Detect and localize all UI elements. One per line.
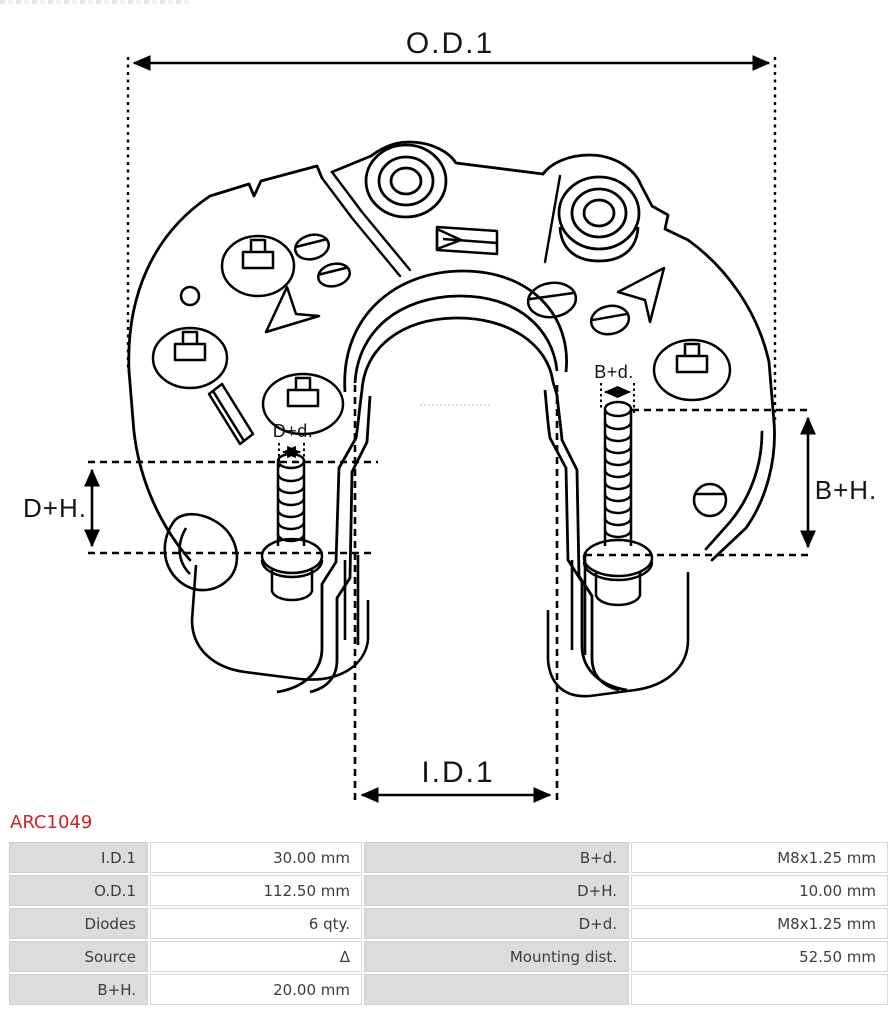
- spec-value: [631, 974, 888, 1005]
- plate-features: [153, 227, 730, 516]
- spec-value: 52.50 mm: [631, 941, 888, 972]
- spec-value: 6 qty.: [150, 908, 362, 939]
- spec-label: I.D.1: [9, 842, 148, 873]
- spec-label: O.D.1: [9, 875, 148, 906]
- spec-label: D+d.: [364, 908, 629, 939]
- dim-dph: [23, 462, 378, 553]
- spec-value: 10.00 mm: [631, 875, 888, 906]
- spec-table: [9, 842, 888, 1005]
- spec-label: Source: [9, 941, 148, 972]
- id1-label: I.D.1: [421, 756, 495, 789]
- spec-label: B+d.: [364, 842, 629, 873]
- spec-value: M8x1.25 mm: [631, 908, 888, 939]
- spec-label: [364, 974, 629, 1005]
- spec-value: 20.00 mm: [150, 974, 362, 1005]
- spec-label: Mounting dist.: [364, 941, 629, 972]
- dim-id1: [355, 385, 557, 803]
- spec-label: D+H.: [364, 875, 629, 906]
- spec-value: Δ: [150, 941, 362, 972]
- dpd-label: D+d.: [272, 421, 314, 441]
- central-bore: [277, 271, 627, 692]
- dph-label: D+H.: [23, 493, 87, 523]
- spec-label: B+H.: [9, 974, 148, 1005]
- threaded-studs: [262, 402, 652, 605]
- terminal-eyelets: [366, 145, 639, 261]
- spec-value: 30.00 mm: [150, 842, 362, 873]
- part-code-heading: ARC1049: [10, 812, 93, 833]
- spec-value: M8x1.25 mm: [631, 842, 888, 873]
- od1-label: O.D.1: [405, 27, 495, 60]
- spec-value: 112.50 mm: [150, 875, 362, 906]
- spec-label: Diodes: [9, 908, 148, 939]
- dim-bpd: [594, 362, 634, 414]
- bph-label: B+H.: [814, 475, 878, 505]
- bpd-label: B+d.: [594, 362, 634, 382]
